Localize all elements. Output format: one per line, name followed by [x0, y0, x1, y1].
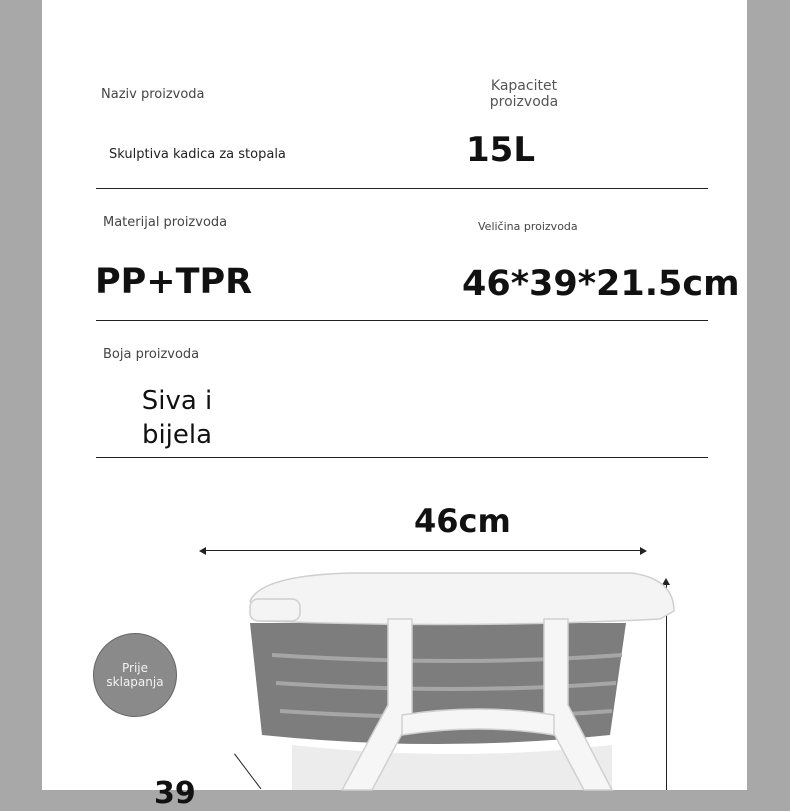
depth-dimension-label: 39: [154, 776, 196, 811]
color-label: Boja proizvoda: [103, 347, 200, 362]
badge-text: Prije sklapanja: [106, 661, 164, 689]
width-dimension-label: 46cm: [414, 502, 511, 540]
capacity-label: Kapacitet proizvoda: [489, 78, 559, 110]
material-label: Materijal proizvoda: [103, 215, 228, 230]
tub-handle: [250, 599, 300, 621]
foot-bath-tub-image: [202, 565, 642, 790]
spec-card: [42, 0, 747, 811]
height-arrow-top: [662, 578, 670, 585]
before-folding-badge: [93, 633, 177, 717]
tub-rim: [250, 573, 674, 625]
capacity-value: 15L: [466, 130, 535, 170]
material-value: PP+TPR: [95, 262, 253, 302]
name-value: Skulptiva kadica za stopala: [109, 147, 286, 162]
divider-2: [96, 320, 708, 321]
divider-3: [96, 457, 708, 458]
size-value: 46*39*21.5cm: [462, 264, 740, 304]
width-arrow-right: [640, 547, 647, 555]
name-label: Naziv proizvoda: [101, 87, 205, 102]
width-dimension-line: [202, 550, 642, 551]
width-arrow-left: [199, 547, 206, 555]
divider-1: [96, 188, 708, 189]
size-label: Veličina proizvoda: [478, 220, 578, 233]
color-value: Siva i bijela: [141, 386, 213, 450]
